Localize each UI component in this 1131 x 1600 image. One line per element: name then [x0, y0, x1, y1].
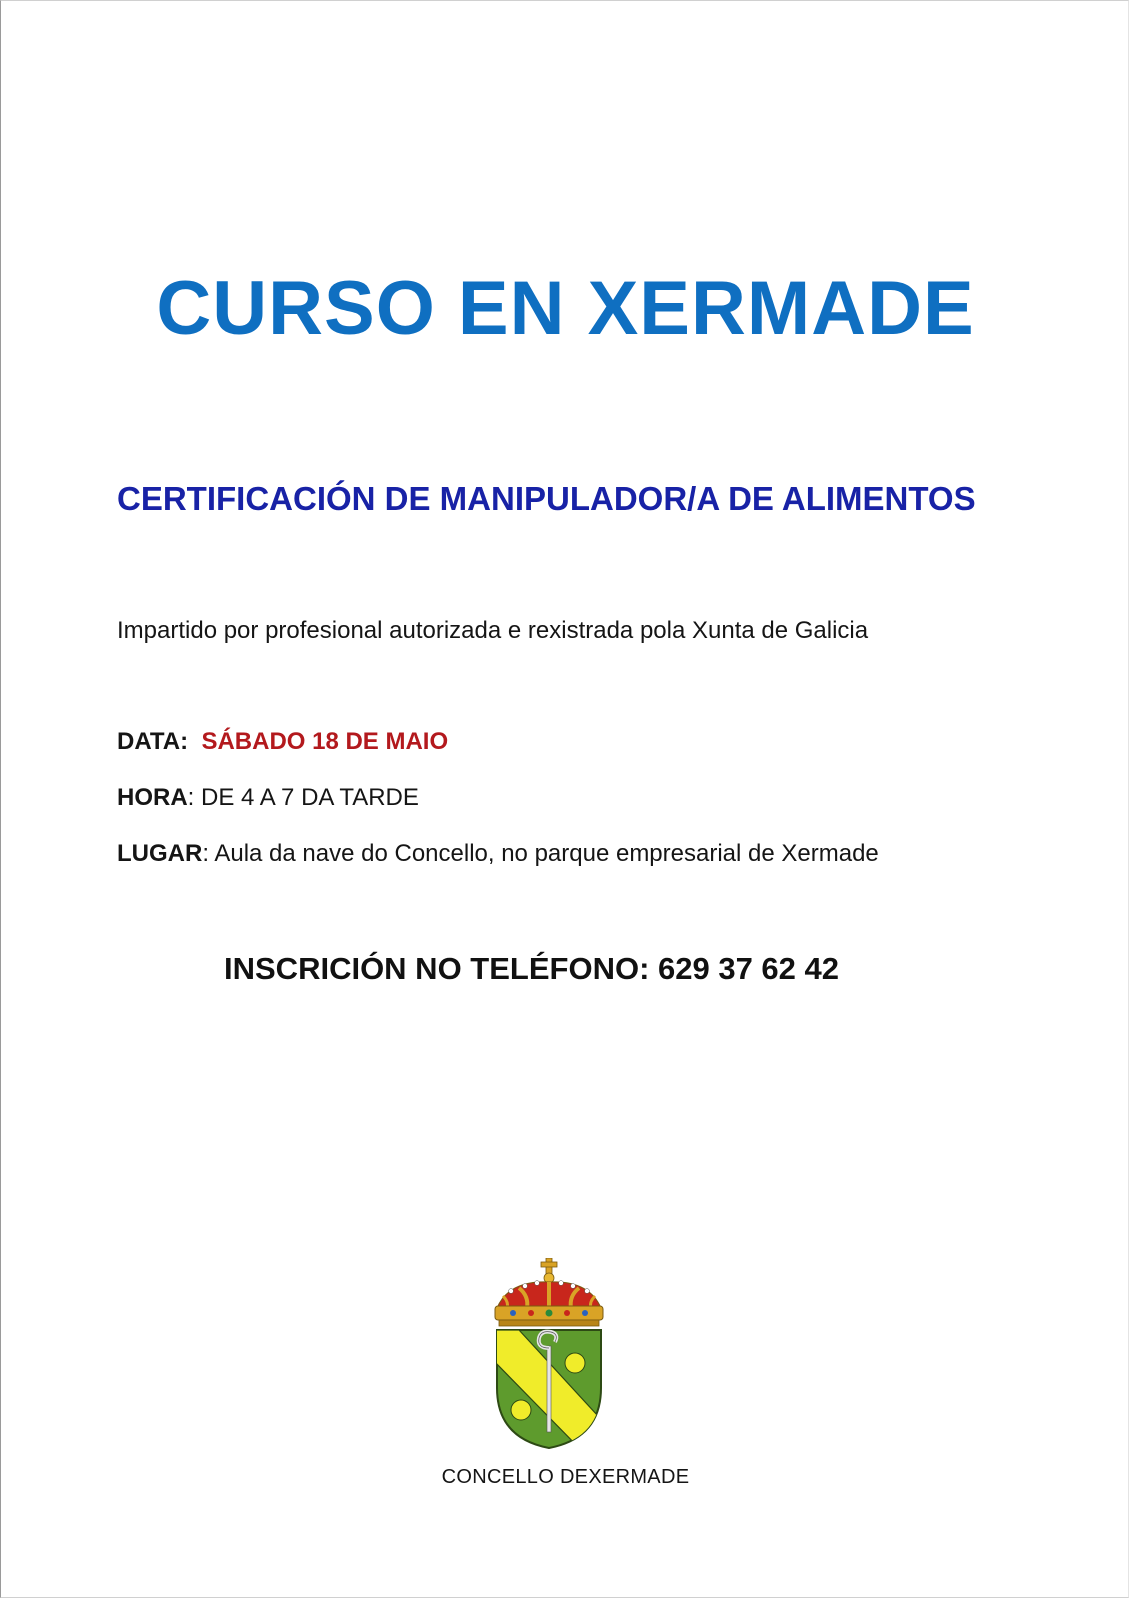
detail-place — [117, 840, 879, 868]
flyer-subtitle: CERTIFICACIÓN DE MANIPULADOR/A DE ALIMENTOS — [117, 480, 976, 517]
hour-value: : DE 4 A 7 DA TARDE — [187, 784, 419, 811]
coat-of-arms-icon — [489, 1258, 609, 1450]
detail-hour — [117, 784, 419, 812]
intro-text: Impartido por profesional autorizada e rexistrada pola Xunta de Galicia — [117, 617, 869, 644]
place-value: : Aula da nave do Concello, no parque empresarial de Xermade — [202, 840, 879, 867]
date-label: DATA: — [117, 728, 189, 755]
footer-municipality: CONCELLO DEXERMADE — [441, 1466, 690, 1488]
flyer-title: CURSO EN XERMADE — [156, 266, 975, 351]
signup-phone: INSCRICIÓN NO TELÉFONO: 629 37 62 42 — [224, 951, 840, 986]
date-value: SÁBADO 18 DE MAIO — [201, 728, 449, 755]
place-label: LUGAR — [117, 840, 203, 867]
detail-date — [117, 728, 448, 756]
hour-label: HORA — [117, 784, 188, 811]
